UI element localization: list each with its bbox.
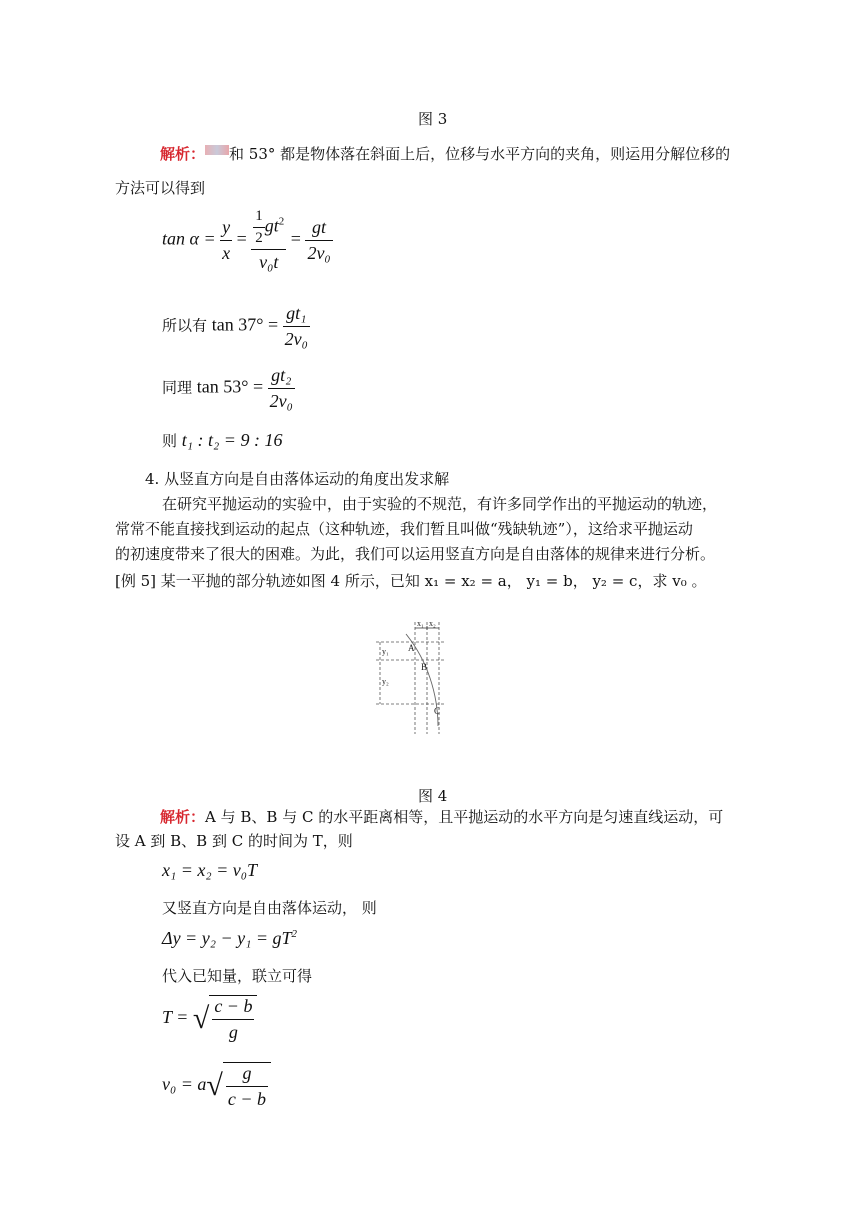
eq2-num: gt₁ xyxy=(283,303,310,327)
equation-tan53 xyxy=(162,365,295,412)
eq1-2v0: 2v₀ xyxy=(307,243,331,263)
analysis-label: 解析： xyxy=(160,145,206,163)
paragraph-line-2: 常常不能直接找到运动的起点（这种轨迹，我们暂且叫做“残缺轨迹”），这给求平抛运动 xyxy=(115,520,693,538)
eq1-lhs: tan α = xyxy=(162,228,221,249)
eq8-den: c − b xyxy=(227,1089,267,1109)
analysis-2-line1 xyxy=(160,806,723,827)
sqrt-v0: √ $\frac{g}{c - b}$ xyxy=(206,1062,271,1110)
eq1-frac-yx xyxy=(220,217,232,264)
eq1-frac-big: $\frac{1}{2}$ $gt^2$ v₀t xyxy=(251,208,286,273)
figure-4-caption: 图 4 xyxy=(418,787,448,805)
eq1-half-den: 2 xyxy=(255,230,263,246)
analysis-2-line2: 设 A 到 B、B 到 C 的时间为 T，则 xyxy=(115,832,353,850)
eq1-y: y xyxy=(220,217,232,241)
eq4-body: t₁ : t₂ = 9 : 16 xyxy=(181,430,283,450)
label-y2: y₂ xyxy=(382,677,389,686)
eq2-den: 2v₀ xyxy=(284,329,308,349)
label-x1: x₁ xyxy=(417,619,424,628)
angle-image-icon xyxy=(205,145,229,155)
paragraph-line-3: 的初速度带来了很大的困难。为此，我们可以运用竖直方向是自由落体的规律来进行分析。 xyxy=(115,545,716,563)
equation-ratio xyxy=(162,430,282,451)
label-x2: x₂ xyxy=(429,619,436,628)
eq1-frac-result xyxy=(305,217,332,264)
equation-tan-alpha: tan α = $\frac{y}{x}$ = $\frac{1}{2}$ $gt^2$ v₀t = $\frac{gt}{\text{2v₀}}$ xyxy=(162,208,331,272)
eq3-prefix: 同理 xyxy=(162,378,193,397)
eq8-num: g xyxy=(226,1063,268,1087)
eq7-den: g xyxy=(228,1022,238,1042)
figure-4-diagram xyxy=(370,618,450,736)
equation-tan37 xyxy=(162,303,310,350)
analysis-2-text: A 与 B、B 与 C 的水平距离相等，且平抛运动的水平方向是匀速直线运动，可 xyxy=(205,808,724,826)
eq3-frac xyxy=(268,365,295,412)
eq2-prefix: 所以有 xyxy=(162,316,208,335)
analysis-2-label: 解析： xyxy=(160,808,206,826)
eq7-lhs: T = xyxy=(162,1007,193,1028)
paragraph-line-1: 在研究平抛运动的实验中，由于实验的不规范，有许多同学作出的平抛运动的轨迹， xyxy=(162,495,718,513)
equation-v0 xyxy=(162,1062,271,1110)
section-4-title: 4. 从竖直方向是自由落体运动的角度出发求解 xyxy=(145,470,450,488)
eq1-v0t: v₀t xyxy=(259,252,279,272)
analysis-paragraph-1 xyxy=(160,143,730,164)
eq7-num: c − b xyxy=(212,996,254,1020)
equation-T xyxy=(162,995,257,1043)
analysis-text-line1: 和 53° 都是物体落在斜面上后，位移与水平方向的夹角，则运用分解位移的 xyxy=(229,145,731,163)
eq2-frac xyxy=(283,303,310,350)
eq2-lhs: tan 37° = xyxy=(211,314,283,335)
text-substitute: 代入已知量，联立可得 xyxy=(162,967,313,985)
eq3-lhs: tan 53° = xyxy=(196,376,268,397)
label-y1: y₁ xyxy=(382,647,389,656)
eq1-half-num: 1 xyxy=(253,208,265,228)
eq1-gt2: gt xyxy=(264,215,279,236)
eq4-prefix: 则 xyxy=(162,432,178,450)
label-A: A xyxy=(408,643,415,653)
text-vertical-freefall: 又竖直方向是自由落体运动， 则 xyxy=(162,899,377,917)
analysis-text-line2: 方法可以得到 xyxy=(115,179,206,197)
eq3-num: gt₂ xyxy=(268,365,295,389)
eq1-gt: gt xyxy=(305,217,332,241)
equation-x-v0T: x₁ = x₂ = v₀T xyxy=(162,860,258,880)
eq6-sup: 2 xyxy=(291,928,297,940)
figure-3-caption: 图 3 xyxy=(418,110,448,128)
eq6-body: Δy = y₂ − y₁ = gT xyxy=(162,928,292,948)
example-5: [例 5] 某一平抛的部分轨迹如图 4 所示，已知 x₁ = x₂ = a， y₁ = b， y₂ = c，求 v₀ 。 xyxy=(115,572,707,590)
eq1-x: x xyxy=(222,243,231,263)
equation-delta-y xyxy=(162,928,297,949)
sqrt-T: √ $\frac{c - b}{g}$ xyxy=(193,995,258,1043)
eq3-den: 2v₀ xyxy=(269,391,293,411)
label-C: C xyxy=(434,706,441,716)
eq1-half xyxy=(253,208,265,247)
label-B: B xyxy=(421,662,428,672)
eq8-lhs: v₀ = a xyxy=(162,1074,207,1095)
